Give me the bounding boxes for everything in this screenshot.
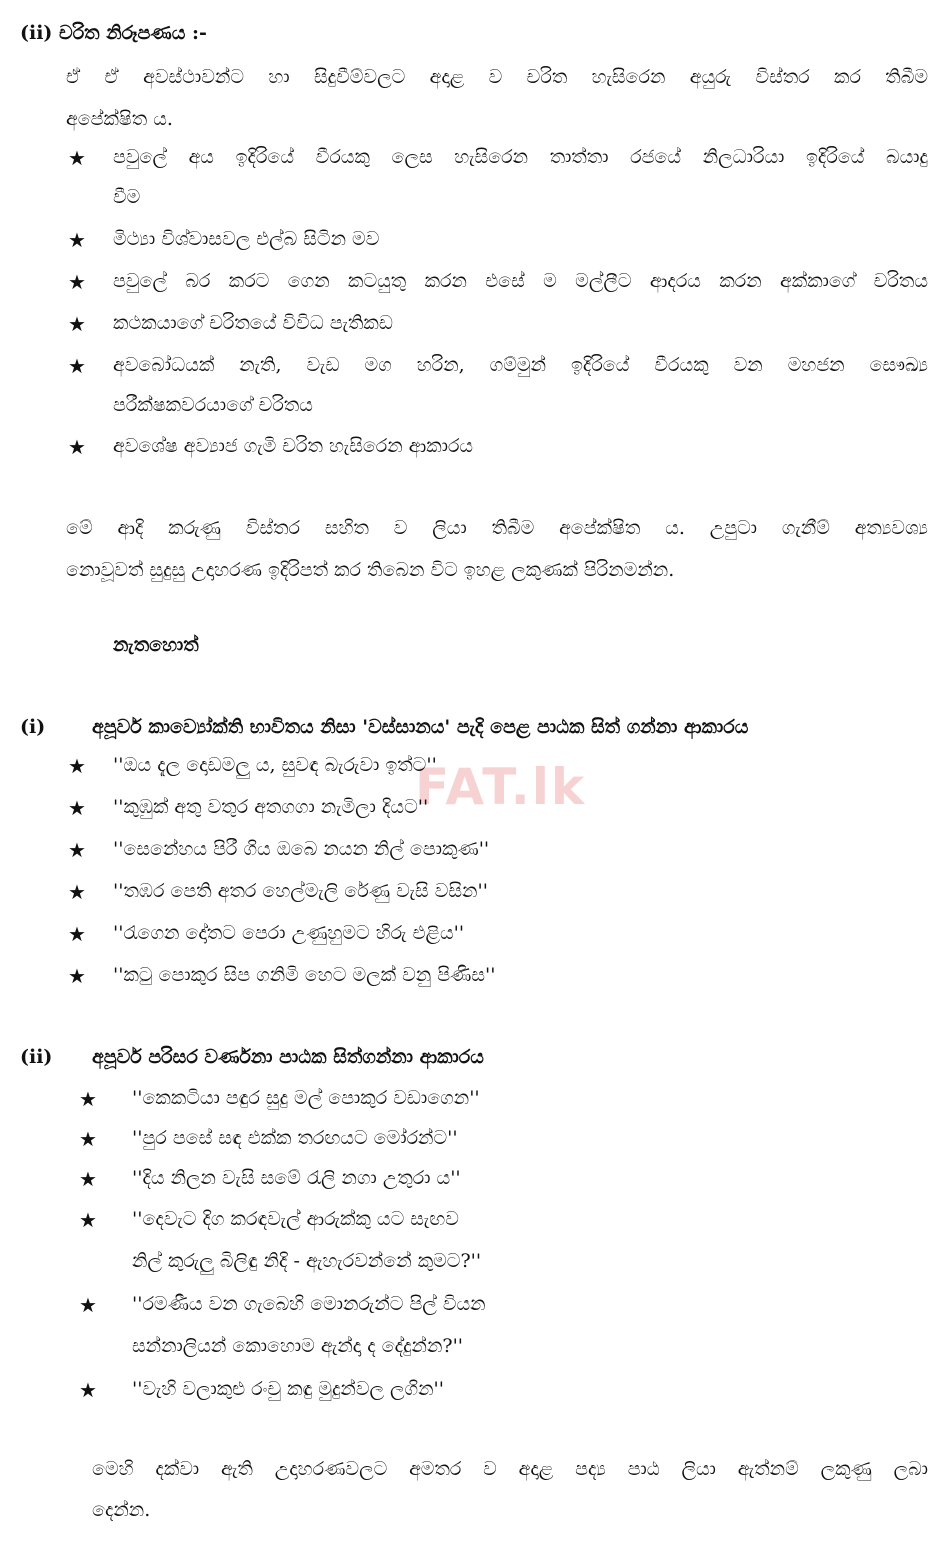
marking-note-line2: නොවූවත් සුදුසු උදාහරණ ඉදිරිපත් කර තිබෙන විට ඉහළ ලකුණක් පිරිනමන්න. (66, 559, 675, 581)
character-point: මිථ්‍යා විශ්වාසවල එල්බ සිටින මව (113, 228, 380, 250)
star-bullet-icon: ★ (68, 312, 86, 336)
poem-quote: ''වැහි වලාකුළු රංචු කඳු මුදුන්වල ලගින'' (132, 1378, 444, 1400)
poem-quote: ''ඔය දැල දොඩමලු ය, සුවඳ බැරුවා ඉත්ට'' (113, 754, 437, 776)
star-bullet-icon: ★ (79, 1293, 97, 1317)
intro-text-line1: ඒ ඒ අවස්ථාවන්ට හා සිදුවීම්වලට අදාළ ව චරිත හැසිරෙන අයුරු විස්තර කර තිබීම (66, 66, 928, 88)
character-point-continued: පරීක්ෂකවරයාගේ චරිතය (113, 394, 313, 416)
star-bullet-icon: ★ (79, 1378, 97, 1402)
poem-quote: ''සෙනේහය පිරී ගිය ඔබෙ නයන නිල් පොකුණ'' (113, 838, 490, 860)
poem-quote: ''දෙවැට දිග කරඳවැල් ආරුක්කු යට සැඟව (132, 1208, 459, 1230)
star-bullet-icon: ★ (68, 354, 86, 378)
star-bullet-icon: ★ (79, 1087, 97, 1111)
poem-quote: ''රැගෙන දෝතට පෙරා උණුහුමට හිරු එළිය'' (113, 922, 465, 944)
or-separator: නැතහොත් (113, 634, 199, 656)
star-bullet-icon: ★ (79, 1127, 97, 1151)
poem-quote: ''කටු පොකුර සිප ගනිමි හෙට මලක් වනු පිණිස'' (113, 964, 496, 986)
section-number: (ii) (20, 1046, 53, 1068)
marking-note-line1: මෙහි දක්වා ඇති උදාහරණවලට අමතර ව අදාළ පද්‍ය පාඨ ලියා ඇත්නම් ලකුණු ලබා (92, 1458, 928, 1480)
star-bullet-icon: ★ (79, 1167, 97, 1191)
character-point: පවුලේ අය ඉදිරියේ වීරයකු ලෙස හැසිරෙන තාත්තා රජයේ නිලධාරියා ඉදිරියේ බයාදු (113, 146, 928, 168)
poem-quote-continued: සන්නාලියන් කොහොම ඇන්දා ද දේදුන්න?'' (132, 1335, 464, 1357)
section-number: (i) (20, 716, 46, 738)
poem-quote: ''පුර පසේ සඳ එක්ක තරඟයට මෝරන්ට'' (132, 1127, 458, 1149)
section-heading-nature-descriptions: අපූර්ව පරිසර වර්ණනා පාඨක සිත්ගන්නා ආකාරය (92, 1046, 484, 1068)
star-bullet-icon: ★ (68, 228, 86, 252)
star-bullet-icon: ★ (68, 146, 86, 170)
section-heading-poetic-expressions: අපූර්ව කාව්‍යෝක්ති භාවිතය නිසා 'වස්සානය' පැදි පෙළ පාඨක සිත් ගන්නා ආකාරය (92, 716, 749, 738)
character-point: කථකයාගේ චරිතයේ විවිධ පැතිකඩ (113, 312, 393, 334)
character-point-continued: වීම (113, 186, 141, 208)
star-bullet-icon: ★ (68, 922, 86, 946)
character-point: පවුලේ බර කරට ගෙන කටයුතු කරන එසේ ම මල්ලීට ආදරය කරන අක්කාගේ චරිතය (113, 270, 928, 292)
poem-quote: ''දිය නිලන වැසි සමේ රැලි නගා උතුරා ය'' (132, 1167, 461, 1189)
star-bullet-icon: ★ (68, 435, 86, 459)
poem-quote: ''තඹර පෙති අතර හෙල්මැලි රේණු වැසි වසින'' (113, 880, 488, 902)
intro-text-line2: අපේක්ෂිත ය. (66, 108, 173, 130)
marking-note-line2: දෙන්න. (92, 1499, 151, 1521)
star-bullet-icon: ★ (68, 838, 86, 862)
star-bullet-icon: ★ (68, 754, 86, 778)
poem-quote-continued: නිල් කුරුලු බිලිඳු නිදි - ඇහැරවන්නේ කුමට?'' (132, 1250, 482, 1272)
section-heading-character-portrayal: (ii) චරිත නිරූපණය :- (20, 22, 207, 44)
character-point: අවබෝධයක් නැති, වැඩ මග හරින, ගම්මුන් ඉදිරියේ වීරයකු වන මහජන සෞඛ්‍ය (113, 354, 928, 376)
site-watermark: FAT.lk (415, 758, 587, 816)
poem-quote: ''රමණීය වන ගැබෙහි මොනරුන්ට පිල් වියන (132, 1293, 486, 1315)
star-bullet-icon: ★ (68, 796, 86, 820)
star-bullet-icon: ★ (79, 1208, 97, 1232)
star-bullet-icon: ★ (68, 270, 86, 294)
poem-quote: ''කුඹුක් අතු වතුර අතගගා නැමිලා දියට'' (113, 796, 429, 818)
star-bullet-icon: ★ (68, 964, 86, 988)
marking-note-line1: මේ ආදි කරුණු විස්තර සහිත ව ලියා තිබීම අපේක්ෂිත ය. උපුටා ගැනීම් අත්‍යවශ්‍ය (66, 517, 928, 539)
star-bullet-icon: ★ (68, 880, 86, 904)
character-point: අවශේෂ අව්‍යාජ ගැමි චරිත හැසිරෙන ආකාරය (113, 435, 474, 457)
poem-quote: ''කෙකටියා පඳුර සුදු මල් පොකුර වඩාගෙන'' (132, 1087, 480, 1109)
